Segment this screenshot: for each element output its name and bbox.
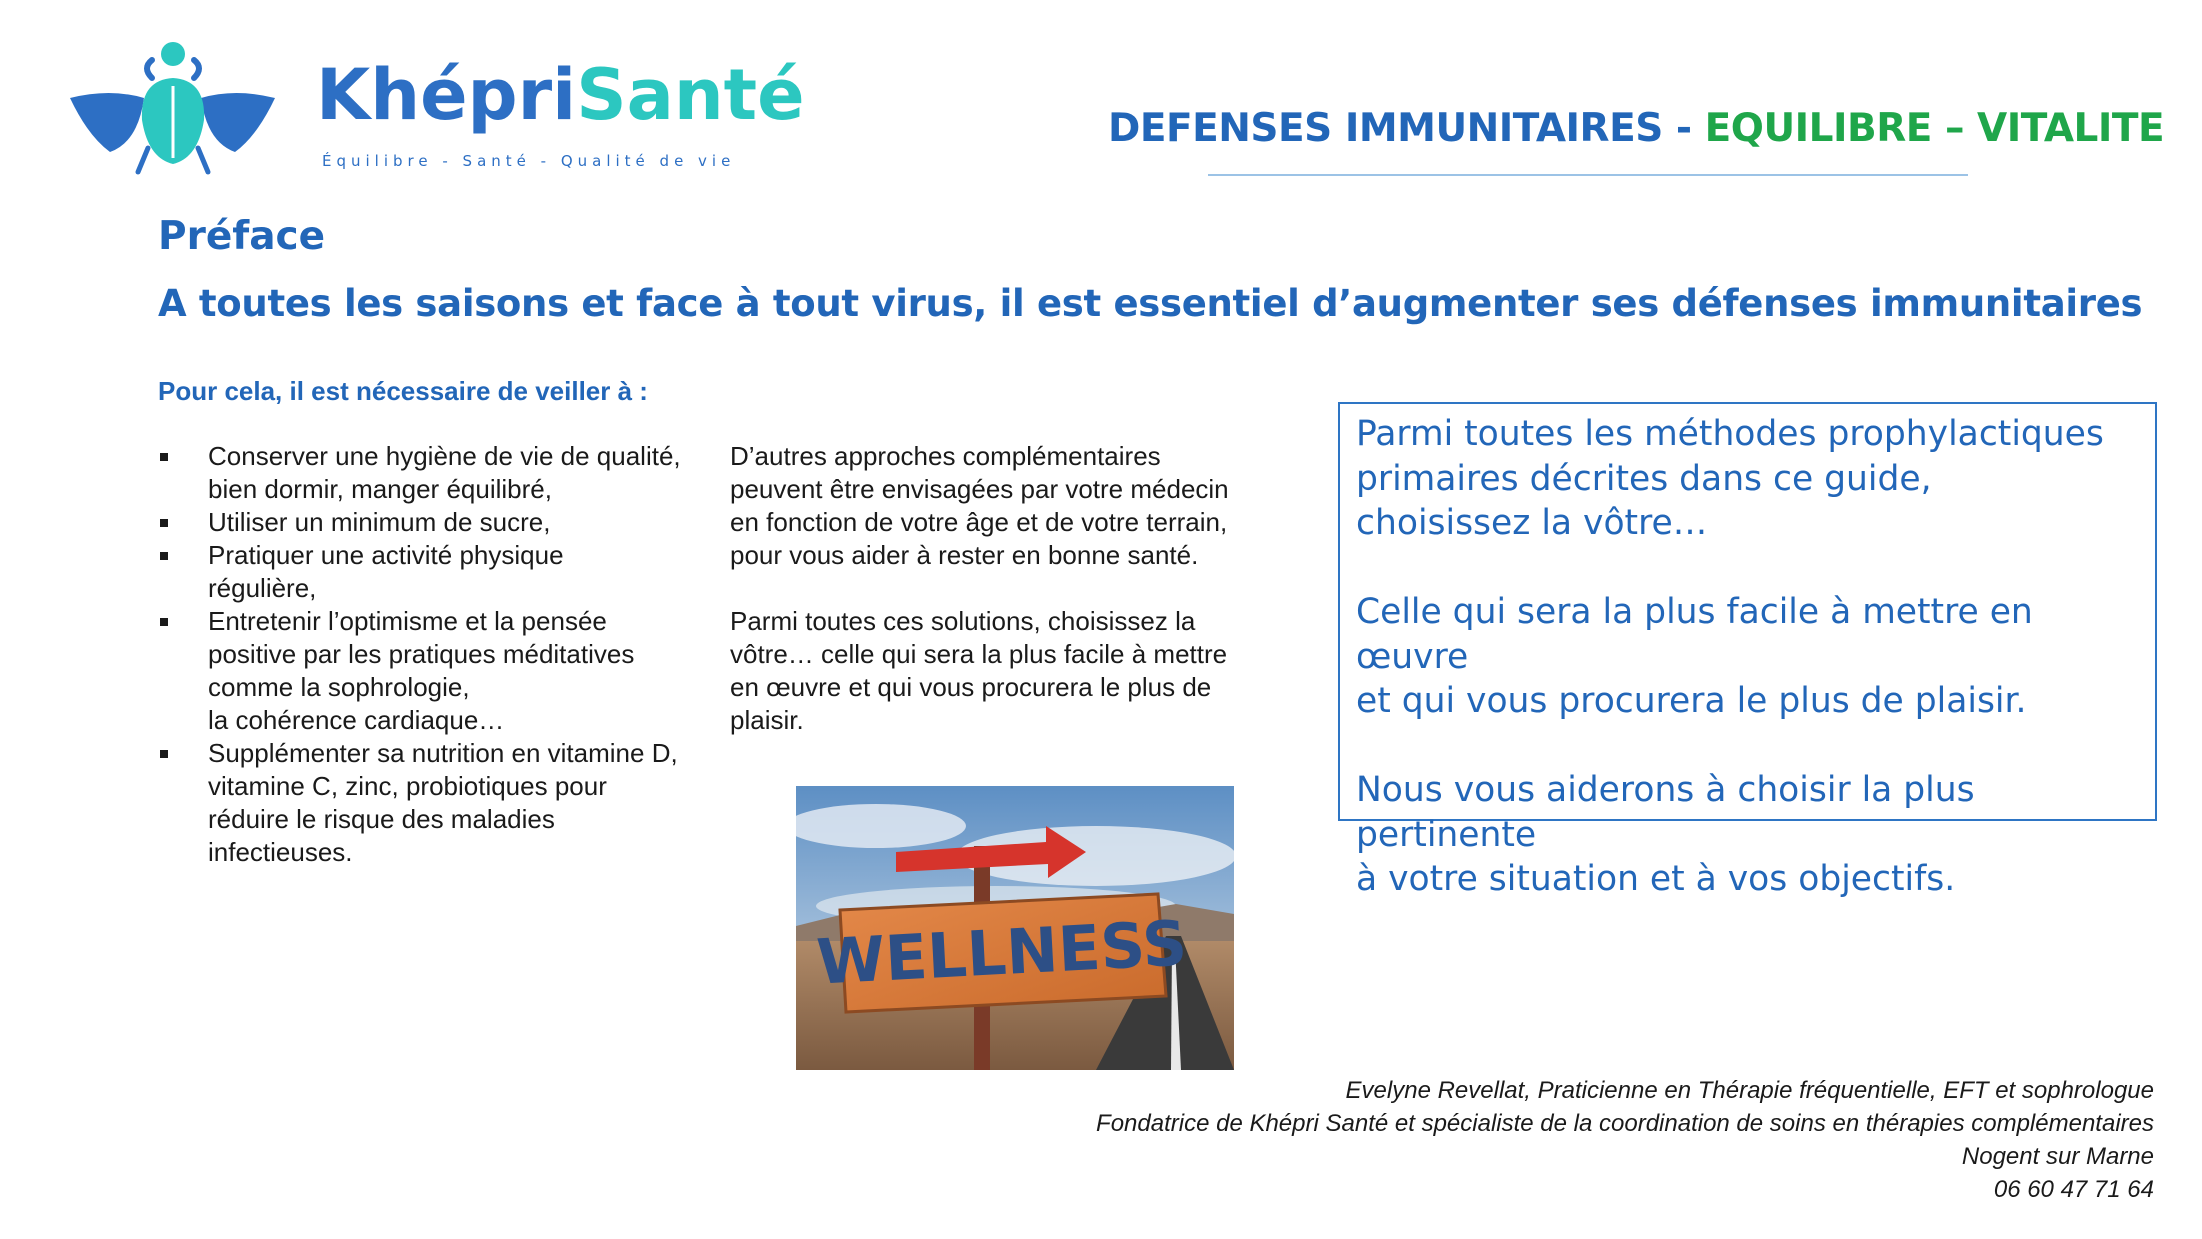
main-heading: A toutes les saisons et face à tout virus, il est essentiel d’augmenter ses défenses immunitaires	[158, 282, 2143, 325]
author-location: Nogent sur Marne	[1961, 1143, 2154, 1170]
brand-name	[316, 54, 805, 136]
list-item	[158, 440, 728, 506]
header-title-part1: DEFENSES IMMUNITAIRES -	[1108, 106, 1705, 151]
list-item	[158, 506, 728, 539]
list-item-text: Entretenir l’optimisme et la pensée positive par les pratiques méditatives comme la sophrologie, la cohérence cardiaque…	[208, 606, 635, 735]
author-role-line: Fondatrice de Khépri Santé et spécialiste de la coordination de soins en thérapies complémentaires	[1096, 1110, 2154, 1137]
bullet-square-icon	[160, 453, 168, 461]
author-signature	[1096, 1074, 2154, 1206]
sign-text: WELLNESS	[814, 906, 1189, 999]
list-item-text: Pratiquer une activité physique régulière,	[208, 540, 564, 603]
complementary-approaches-text	[730, 440, 1310, 770]
brand-name-part1: Khépri	[316, 54, 577, 136]
header-title	[1108, 106, 2164, 151]
paragraph: Parmi toutes ces solutions, choisissez la vôtre… celle qui sera la plus facile à mettre en œuvre et qui vous procurera le plus de plaisir.	[730, 606, 1228, 735]
wellness-sign-photo	[796, 786, 1234, 1070]
scarab-logo-icon	[70, 40, 275, 180]
advice-paragraph: Parmi toutes les méthodes prophylactiques primaires décrites dans ce guide, choisissez la vôtre…	[1356, 414, 2104, 543]
intro-line: Pour cela, il est nécessaire de veiller à :	[158, 376, 648, 406]
header-divider	[1208, 174, 1968, 176]
list-item-text: Conserver une hygiène de vie de qualité, bien dormir, manger équilibré,	[208, 441, 681, 504]
list-item	[158, 605, 728, 737]
bullet-list	[158, 440, 728, 869]
bullet-square-icon	[160, 618, 168, 626]
list-item	[158, 737, 728, 869]
header-title-part2: EQUILIBRE – VITALITE	[1704, 106, 2165, 151]
advice-paragraph: Nous vous aiderons à choisir la plus pertinente à votre situation et à vos objectifs.	[1356, 770, 1975, 899]
preface-title: Préface	[158, 214, 326, 259]
advice-paragraph: Celle qui sera la plus facile à mettre en œuvre et qui vous procurera le plus de plaisir.	[1356, 592, 2033, 721]
list-item-text: Utiliser un minimum de sucre,	[208, 507, 551, 537]
brand-tagline: Équilibre - Santé - Qualité de vie	[322, 152, 736, 170]
bullet-square-icon	[160, 750, 168, 758]
author-phone: 06 60 47 71 64	[1993, 1176, 2154, 1203]
paragraph: D’autres approches complémentaires peuvent être envisagées par votre médecin en fonction de votre âge et de votre terrain, pour vous aider à rester en bonne santé.	[730, 441, 1229, 570]
bullet-square-icon	[160, 552, 168, 560]
author-name-line: Evelyne Revellat, Praticienne en Thérapie fréquentielle, EFT et sophrologue	[1345, 1077, 2154, 1104]
list-item-text: Supplémenter sa nutrition en vitamine D, vitamine C, zinc, probiotiques pour réduire le risque des maladies infectieuses.	[208, 738, 678, 867]
brand-name-part2: Santé	[576, 54, 805, 136]
bullet-square-icon	[160, 519, 168, 527]
advice-box	[1338, 402, 2157, 899]
list-item	[158, 539, 728, 605]
